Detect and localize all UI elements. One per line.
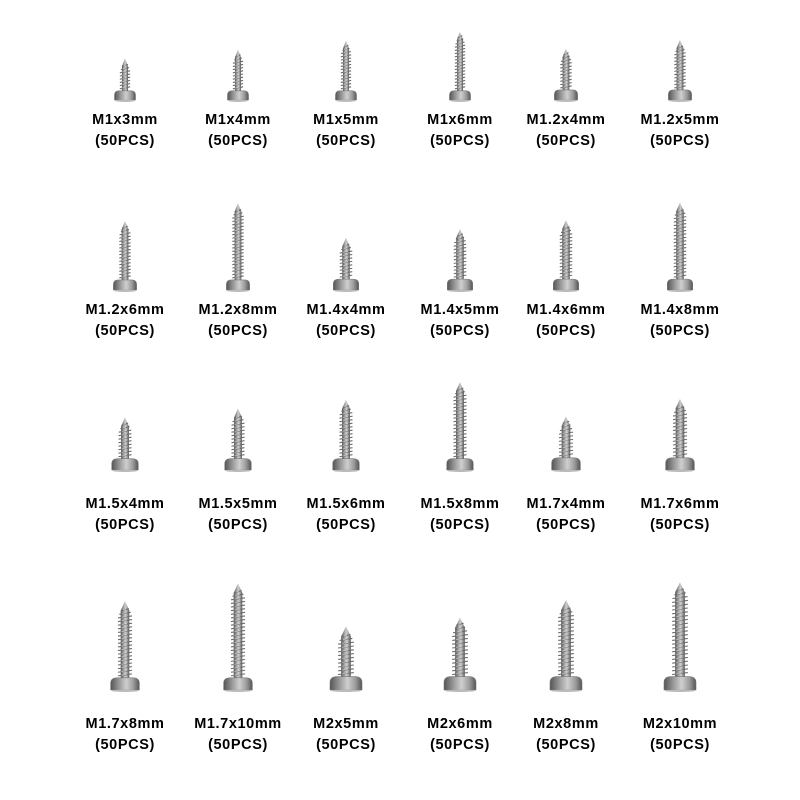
- screw-item: [178, 175, 298, 342]
- screw-item: [178, 355, 298, 536]
- screw-image: [506, 0, 626, 105]
- screw-quantity-label: (50PCS): [208, 133, 268, 149]
- screw-head: [450, 91, 471, 100]
- screw-image: [400, 0, 520, 105]
- screw-quantity-label: (50PCS): [650, 517, 710, 533]
- screw-quantity-label: (50PCS): [536, 323, 596, 339]
- screw-size-label: M2x5mm: [313, 716, 379, 732]
- screw-size-label: M1x5mm: [313, 112, 379, 128]
- screw-quantity-label: (50PCS): [208, 737, 268, 753]
- screw-image: [400, 355, 520, 475]
- screw-image: [286, 0, 406, 105]
- screw-item: [506, 575, 626, 756]
- screw-item: [286, 175, 406, 342]
- screw-image: [65, 175, 185, 295]
- screw-head: [333, 459, 360, 470]
- screw-shadow: [447, 470, 472, 472]
- screw-size-label: M1x3mm: [92, 112, 158, 128]
- screw-size-label: M1.7x8mm: [85, 716, 165, 732]
- screw-image: [400, 175, 520, 295]
- screw-shaft: [342, 400, 350, 460]
- screw-shadow: [445, 690, 475, 692]
- screw-shadow: [450, 100, 470, 102]
- screw-shadow: [224, 690, 251, 692]
- screw-head: [225, 459, 252, 470]
- screw-image: [506, 175, 626, 295]
- screw-quantity-label: (50PCS): [316, 517, 376, 533]
- screw-shadow: [448, 290, 472, 292]
- screw-image: [65, 0, 185, 105]
- screw-shaft: [675, 582, 685, 677]
- screw-head: [224, 678, 253, 690]
- screw-shadow: [112, 470, 137, 472]
- screw-item: [65, 0, 185, 152]
- screw-quantity-label: (50PCS): [430, 323, 490, 339]
- screw-item: [65, 575, 185, 756]
- screw-image: [286, 355, 406, 475]
- screw-size-label: M1.2x6mm: [85, 302, 165, 318]
- screw-quantity-label: (50PCS): [95, 133, 155, 149]
- screw-thread: [340, 406, 353, 457]
- screw-shadow: [227, 290, 249, 292]
- screw-item: [620, 0, 740, 152]
- screw-quantity-label: (50PCS): [430, 517, 490, 533]
- screw-size-label: M1.4x5mm: [420, 302, 500, 318]
- screw-item: [286, 575, 406, 756]
- screw-quantity-label: (50PCS): [430, 133, 490, 149]
- screw-head: [330, 677, 362, 690]
- screw-head: [336, 91, 357, 100]
- screw-item: [65, 355, 185, 536]
- screw-shadow: [668, 290, 692, 292]
- screw-thread: [560, 227, 572, 277]
- screw-size-label: M1.2x4mm: [526, 112, 606, 128]
- screw-shadow: [331, 690, 361, 692]
- screw-shadow: [225, 470, 250, 472]
- screw-image: [620, 175, 740, 295]
- screw-quantity-label: (50PCS): [650, 737, 710, 753]
- screw-shadow: [334, 290, 358, 292]
- screw-shadow: [552, 470, 579, 472]
- screw-quantity-label: (50PCS): [208, 323, 268, 339]
- screw-quantity-label: (50PCS): [316, 133, 376, 149]
- screw-size-label: M1.2x8mm: [198, 302, 278, 318]
- screw-size-label: M2x10mm: [642, 716, 718, 732]
- screw-shadow: [333, 470, 358, 472]
- screw-head: [113, 280, 136, 290]
- screw-size-label: M1.7x4mm: [526, 496, 606, 512]
- screw-head: [667, 279, 692, 290]
- screw-quantity-label: (50PCS): [95, 323, 155, 339]
- screw-size-label: M1x4mm: [205, 112, 271, 128]
- screw-item: [620, 575, 740, 756]
- screw-item: [65, 175, 185, 342]
- screw-item: [620, 355, 740, 536]
- screw-image: [178, 575, 298, 695]
- screw-shadow: [551, 690, 581, 692]
- screw-shadow: [555, 100, 577, 102]
- screw-quantity-label: (50PCS): [316, 737, 376, 753]
- screw-image: [506, 575, 626, 695]
- screw-item: [620, 175, 740, 342]
- screw-shadow: [665, 690, 695, 692]
- screw-head: [226, 280, 249, 290]
- screw-size-label: M1.2x5mm: [640, 112, 720, 128]
- screw-item: [286, 0, 406, 152]
- screw-item: [400, 355, 520, 536]
- screw-size-label: M1.4x4mm: [306, 302, 386, 318]
- screw-item: [400, 575, 520, 756]
- screw-size-label: M1.5x4mm: [85, 496, 165, 512]
- screw-shadow: [228, 100, 248, 102]
- screw-quantity-label: (50PCS): [650, 323, 710, 339]
- screw-shadow: [115, 100, 135, 102]
- screw-size-label: M1.4x6mm: [526, 302, 606, 318]
- screw-image: [65, 575, 185, 695]
- screw-size-label: M2x6mm: [427, 716, 493, 732]
- screw-image: [65, 355, 185, 475]
- screw-head: [111, 678, 140, 690]
- screw-head: [550, 677, 582, 690]
- screw-shadow: [111, 690, 138, 692]
- screw-size-label: M1.5x6mm: [306, 496, 386, 512]
- screw-shadow: [666, 470, 693, 472]
- screw-head: [554, 90, 577, 100]
- screw-head: [333, 279, 358, 290]
- screw-shadow: [336, 100, 356, 102]
- screw-item: [400, 175, 520, 342]
- screw-image: [178, 355, 298, 475]
- screw-head: [115, 91, 136, 100]
- screw-shadow: [669, 100, 691, 102]
- screw-image: [178, 0, 298, 105]
- screw-shadow: [114, 290, 136, 292]
- screw-shadow: [554, 290, 578, 292]
- screw-item: [400, 0, 520, 152]
- screw-item: [506, 355, 626, 536]
- screw-size-label: M2x8mm: [533, 716, 599, 732]
- screw-head: [112, 459, 139, 470]
- screw-head: [664, 677, 696, 690]
- screw-quantity-label: (50PCS): [536, 737, 596, 753]
- screw-image: [506, 355, 626, 475]
- screw-size-label: M1.5x5mm: [198, 496, 278, 512]
- screw-item: [286, 355, 406, 536]
- screw-image: [620, 575, 740, 695]
- screw-quantity-label: (50PCS): [536, 133, 596, 149]
- screw-size-label: M1.4x8mm: [640, 302, 720, 318]
- screw-size-label: M1x6mm: [427, 112, 493, 128]
- screw-image: [620, 355, 740, 475]
- screw-item: [506, 0, 626, 152]
- screw-size-label: M1.7x6mm: [640, 496, 720, 512]
- screw-quantity-label: (50PCS): [536, 517, 596, 533]
- screw-size-label: M1.7x10mm: [194, 716, 282, 732]
- screw-head: [447, 459, 474, 470]
- screw-item: [506, 175, 626, 342]
- screw-size-label: M1.5x8mm: [420, 496, 500, 512]
- screw-quantity-label: (50PCS): [650, 133, 710, 149]
- screw-item: [178, 575, 298, 756]
- screw-quantity-label: (50PCS): [316, 323, 376, 339]
- screw-image: [286, 575, 406, 695]
- screw-quantity-label: (50PCS): [208, 517, 268, 533]
- screw-head: [553, 279, 578, 290]
- screw-item: [178, 0, 298, 152]
- screw-image: [400, 575, 520, 695]
- screw-thread: [672, 589, 688, 675]
- screw-image: [620, 0, 740, 105]
- screw-head: [668, 90, 691, 100]
- screw-head: [552, 458, 581, 470]
- screw-quantity-label: (50PCS): [95, 517, 155, 533]
- screw-head: [228, 91, 249, 100]
- screw-head: [447, 279, 472, 290]
- screw-head: [666, 458, 695, 470]
- screw-image: [286, 175, 406, 295]
- screw-quantity-label: (50PCS): [430, 737, 490, 753]
- screw-image: [178, 175, 298, 295]
- screw-head: [444, 677, 476, 690]
- screw-quantity-label: (50PCS): [95, 737, 155, 753]
